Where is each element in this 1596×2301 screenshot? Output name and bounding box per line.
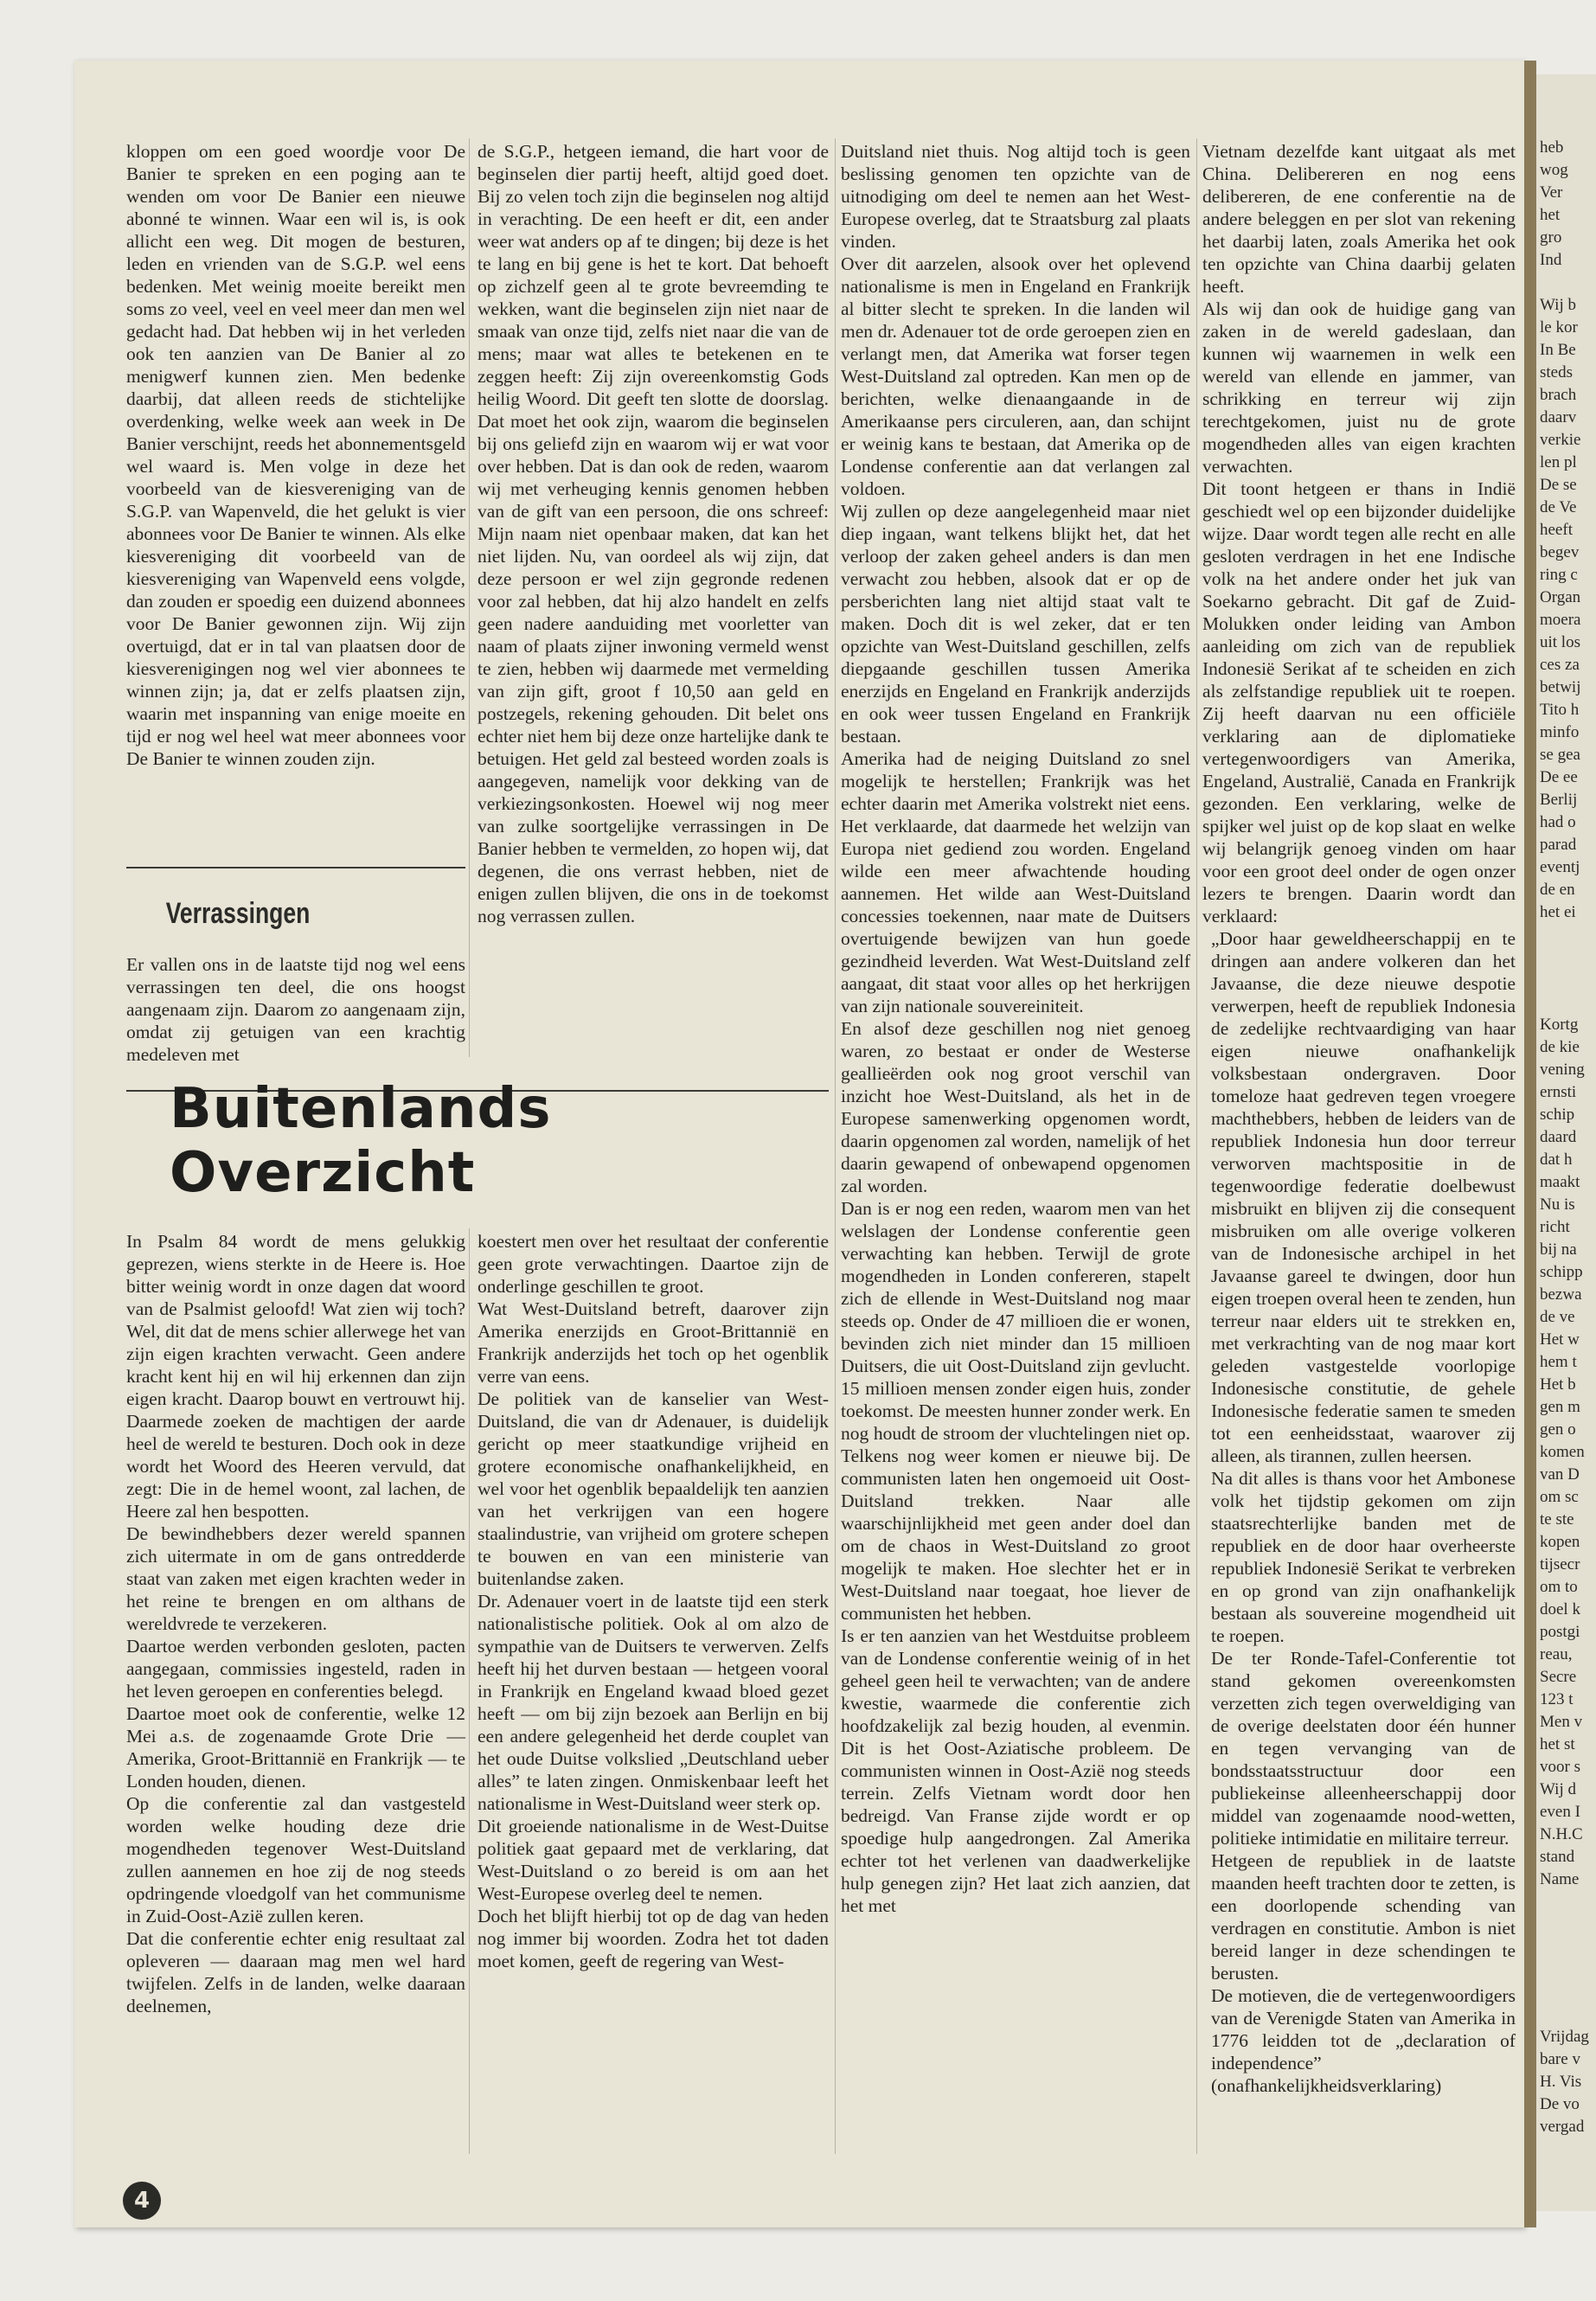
paragraph: Over dit aarzelen, alsook over het oplevend nationalisme is men in Engeland en Frankrijk al bitter slecht te spreken. In die landen wil men dr. Adenauer tot de orde geroepen zien en verlangt men, dat Amerika wat forser tegen West-Duitsland zal optreden. Kan men op de berichten, welke dienaangaande in de Amerikaanse pers circuleren, aan, dan schijnt er weinig kans te bestaan, dat Amerika op de Londense conferentie aan dat verlangen zal voldoen. <box>841 253 1190 499</box>
column-divider <box>1196 138 1197 2154</box>
quote-paragraph: Na dit alles is thans voor het Ambonese volk het tijdstip gekomen om zijn staatsrechterlijke banden met de republiek en de door haar overheerste republiek Indonesië Serikat te verbreken en op grond van zijn onafhankelijk bestaan als souvereine mogendheid uit te roepen. <box>1211 1468 1516 1646</box>
paragraph: Doch het blijft hierbij tot op de dag van heden nog immer bij woorden. Zodra het tot daden moet komen, geeft de regering van West- <box>478 1906 829 1971</box>
paragraph: Dit toont hetgeen er thans in Indië geschiedt wel op een bijzonder duidelijke wijze. Daar wordt tegen alle recht en alle gesloten verdragen in het ene Indische volk na het andere onder het juk van Soekarno gebracht. Dit gaf de Zuid-Molukken onder leiding van Ambon aanleiding om zich van de republiek Indonesië Serikat af te scheiden en zich als zelfstandige republiek uit te roepen. Zij heeft daarvan nu een officiële verklaring aan de diplomatieke vertegenwoordigers van Amerika, Engeland, Australië, Canada en Frankrijk gezonden. Een verklaring, welke de spijker wel juist op de kop slaat en welke wij belangrijk genoeg vinden om haar voor een groot deel onder de ogen onzer lezers te brengen. Daarin wordt dan verklaard: <box>1202 478 1516 926</box>
adjacent-page-text: heb wog Ver het gro Ind Wij b le kor In Be steds brach daarv verkie len pl De se de Ve heeft begev ring c Organ moera uit los ces za betwij Tito h minfo se gea De ee Berlij had o parad eventj de en het ei Kortg de kie vening ernsti schip daard dat h maakt Nu is richt bij na schipp bezwa de ve Het w hem t Het b gen m gen o komen van D om sc te ste kopen tijsecr om to doel k postgi reau, Secre 123 t Men v het st voor s Wij d even I N.H.C stand Name Vrijdag bare v H. Vis De vo vergad <box>1540 138 1589 2136</box>
page-number-badge: 4 <box>123 2182 161 2220</box>
verrassingen-article <box>126 953 465 1065</box>
paragraph: De bewindhebbers dezer wereld spannen zich uitermate in om de gans ontredderde staat van zaken met eigen krachten weder in het reine te brengen en om althans de wereldvrede te verzekeren. <box>126 1523 465 1634</box>
paragraph: Als wij dan ook de huidige gang van zaken in de wereld gadeslaan, dan kunnen wij waarnemen in welk een wereld van ellende en jammer, van schrikking en terreur wij zijn terechtgekomen, juist nu de grote mogendheden alles van eigen krachten verwachten. <box>1202 298 1516 477</box>
paragraph: Wij zullen op deze aangelegenheid maar niet diep ingaan, want telkens blijkt het, dat het verloop der zaken geheel anders is dan men verwacht zou hebben, alsook dat er op de persberichten lang niet altijd staat valt te maken. Doch dit is wel zeker, dat er ten opzichte van West-Duitsland geschillen, zelfs diepgaande geschillen tussen Amerika enerzijds en Engeland en Frankrijk anderzijds en ook weer tussen Engeland en Frankrijk bestaan. <box>841 501 1190 747</box>
paragraph: Dat die conferentie echter enig resultaat zal opleveren — daaraan mag men wel hard twijfelen. Zelfs in de landen, welke daaraan deelnemen, <box>126 1928 465 2016</box>
paragraph: Daartoe moet ook de conferentie, welke 12 Mei a.s. de zogenaamde Grote Drie — Amerika, Groot-Brittannië en Frankrijk — te Londen houden, dienen. <box>126 1703 465 1791</box>
column-divider <box>469 138 470 1057</box>
paragraph: Wat West-Duitsland betreft, daarover zijn Amerika enerzijds en Groot-Brittannië en Frankrijk anderzijds het toch op het ogenblik verre van eens. <box>478 1298 829 1387</box>
article-title: Buitenlands Overzicht <box>170 1077 552 1205</box>
quote-paragraph: Hetgeen de republiek in de laatste maanden heeft trachten door te zetten, is een doorlopende schending van verdragen en constitutie. Ambon is niet bereid langer in deze schendingen te berusten. <box>1211 1850 1516 1984</box>
overzicht-column-2 <box>478 1230 829 2156</box>
paragraph: Duitsland niet thuis. Nog altijd toch is geen beslissing genomen ten opzichte van de uitnodiging om deel te nemen aan het West-Europese overleg, dat te Straatsburg zal plaats vinden. <box>841 141 1190 252</box>
paragraph: Is er ten aanzien van het Westduitse probleem van de Londense conferentie weinig of in het geheel geen heil te verwachten; van de andere kwestie, waarmede die conferentie zich hoofdzakelijk zal bezig houden, al evenmin. Dit is het Oost-Aziatische probleem. De communisten winnen in Oost-Azië nog steeds terrein. Zelfs Vietnam wordt door hen bedreigd. Van Franse zijde wordt er op spoedige hulp aangedrongen. Zal Amerika echter tot het verlenen van daadwerkelijke hulp genegen zijn? Het laat zich aanzien, dat het met <box>841 1625 1190 1916</box>
quote-paragraph: De ter Ronde-Tafel-Conferentie tot stand gekomen overeenkomsten verzetten zich tegen overweldiging van de overige deelstaten door één hunner en tegen vervanging van de bondsstaatsstructuur door een publiekeinse alleenheerschappij door middel van zogenaamde nood-wetten, politieke intimidatie en militaire terreur. <box>1211 1648 1516 1849</box>
paragraph: De politiek van de kanselier van West-Duitsland, die van dr Adenauer, is duidelijk gericht op meer staatkundige vrijheid en grotere economische onafhankelijkheid, en wel voor het ogenblik bepaaldelijk ten aanzien van het verkrijgen van een hogere staalindustrie, van vrijheid om grotere schepen te bouwen en van een ministerie van buitenlandse zaken. <box>478 1388 829 1589</box>
page-binding <box>1524 61 1536 2227</box>
column-divider <box>469 1228 470 2154</box>
paragraph: Dr. Adenauer voert in de laatste tijd een sterk nationalistische politiek. Ook al om alzo de sympathie van de Duitsers te verwerven. Zelfs heeft hij het durven bestaan — hetgeen vooral in Frankrijk en Engeland kwaad bloed gezet heeft — om bij zijn bezoek aan Berlijn en bij een andere gelegenheid het derde couplet van het oude Duitse volkslied „Deutschland ueber alles” te laten zingen. Onmiskenbaar leeft het nationalisme in West-Duitsland weer sterk op. <box>478 1591 829 1814</box>
section-heading: Verrassingen <box>165 897 311 930</box>
verrassingen-article-continued <box>478 140 829 1057</box>
section-rule <box>126 867 465 868</box>
paragraph: Vietnam dezelfde kant uitgaat als met China. Delibereren en nog eens delibereren, de ene conferentie na de andere beleggen en per slot van rekening het daarbij laten, zoals Amerika het ook ten opzichte van China daarbij gelaten heeft. <box>1202 141 1516 297</box>
paragraph: koestert men over het resultaat der conferentie geen grote verwachtingen. Daartoe zijn de onderlinge geschillen te groot. <box>478 1231 829 1297</box>
paragraph: Amerika had de neiging Duitsland zo snel mogelijk te herstellen; Frankrijk was het echter daarin met Amerika volstrekt niet eens. Het verklaarde, dat daarmede het welzijn van Europa niet gediend zou worden. Engeland wilde een meer afwachtende houding aannemen. Het wilde aan West-Duitsland concessies toekennen, naar mate de Duitsers overtuigende bewijzen van hun goede gezindheid leverden. Wat West-Duitsland zelf aangaat, dit staat voor alles op het herkrijgen van zijn nationale souvereiniteit. <box>841 748 1190 1016</box>
paragraph: de S.G.P., hetgeen iemand, die hart voor de beginselen dier partij heeft, altijd goed doet. Bij zo velen toch zijn die beginselen nog altijd in verachting. De een heeft er dit, een ander weer wat anders op af te dingen; bij deze is het te lang en bij gene is het te kort. Dat behoeft op zichzelf geen al te grote bevreemding te wekken, want die beginselen zijn niet naar de smaak van onze tijd, zelfs niet naar die van de mens; maar wat alles te betekenen en te zeggen heeft: Zij zijn overeenkomstig Gods heilig Woord. Dit geeft ten slotte de doorslag. Dat moet het ook zijn, waarom die beginselen bij ons geliefd zijn en waarom wij er wat voor over hebben. Dat is dan ook de reden, waarom wij met verheuging kennis genomen hebben van de gift van een persoon, die ons schreef: Mijn naam niet openbaar maken, dat kan het niet lijden. Nu, van oordeel als wij zijn, dat deze persoon er wel zijn gegronde redenen voor zal hebben, dat hij alzo handelt en zelfs geen nadere aanduiding met voorletter van naam of plaats zijner inwoning vermeld wenst te zien, hebben wij daarmede met vermelding van zijn gift, groot f 10,50 aan geld en postzegels, rekening gehouden. Dit belet ons echter niet hem bij deze onze hartelijke dank te betuigen. Het geld zal besteed worden zoals is aangegeven, namelijk voor dekking van de verkiezingsonkosten. Hoewel wij nog meer van zulke soortgelijke verrassingen in De Banier hebben te vermelden, zo hopen wij, dat degenen, die ons verrast hebben, niet de enigen zullen blijven, die ons in de toekomst nog verrassen zullen. <box>478 141 829 926</box>
paragraph: Dit groeiende nationalisme in de West-Duitse politiek gaat gepaard met de verklaring, dat West-Duitsland o zo bereid is om aan het West-Europese overleg deel te nemen. <box>478 1816 829 1904</box>
paragraph: Dan is er nog een reden, waarom men van het welslagen der Londense conferentie geen verwachting kan hebben. Terwijl de grote mogendheden in Londen confereren, stapelt zich de ellende in West-Duitsland nog maar steeds op. Onder de 47 millioen die er wonen, bevinden zich niet minder dan 15 millioen Duitsers, die uit Oost-Duitsland zijn gevlucht. 15 millioen mensen zonder eigen huis, zonder toekomst. De meesten hunner zonder werk. En nog houdt de stroom der vluchtelingen niet op. Telkens nog weer komen er nieuwe bij. De communisten laten hen ongemoeid uit Oost-Duitsland trekken. Naar alle waarschijnlijkheid met geen ander doel dan om de chaos in West-Duitsland zo groot mogelijk te maken. Hoe slechter het er in West-Duitsland naar toegaat, hoe liever de communisten het hebben. <box>841 1198 1190 1624</box>
paragraph: En alsof deze geschillen nog niet genoeg waren, zo bestaat er onder de Westerse geallieërden ook nog groot verschil van inzicht hoe West-Duitsland, als het in de Europese samenwerking opgenomen wordt, daarin opgenomen zal worden, namelijk of het daarin gewapend of onbewapend opgenomen zal worden. <box>841 1018 1190 1196</box>
quote-paragraph: De motieven, die de vertegenwoordigers van de Verenigde Staten van Amerika in 1776 leidden tot de „declaration of independence” (onafhankelijkheidsverklaring) <box>1211 1985 1516 2096</box>
adjacent-page-edge <box>1536 74 1596 2211</box>
column-divider <box>835 138 836 2154</box>
overzicht-column-4 <box>1202 140 1516 2156</box>
overzicht-column-1 <box>126 1230 465 2156</box>
quote-paragraph: „Door haar geweldheerschappij en te dringen aan andere volkeren dan het Javaanse, die deze nieuwe despotie verwerpen, heeft de republiek Indonesia de zedelijke rechtvaardiging van haar eigen nieuwe onafhankelijk volksbestaan ondergraven. Door tomeloze haat gedreven tegen vroegere machthebbers, hebben de leiders van de republiek Indonesia hun door terreur verworven machtspositie in de tegenwoordige federatie doelbewust misbruikt en blijven zij die consequent misbruiken om alle overige volkeren van de Indonesische archipel in het Javaanse gareel te dwingen, door hun eigen troepen overal heen te zenden, hun terreur naar elders uit te strekken en, met verkrachting van de nog maar kort geleden vastgestelde voorlopige Indonesische constitutie, de gehele Indonesische federatie samen te smeden tot een eenheidsstaat, waarover zij alleen, als tirannen, zullen heersen. <box>1211 928 1516 1466</box>
paragraph: Er vallen ons in de laatste tijd nog wel eens verrassingen ten deel, die ons hoogst aangenaam zijn. Daarom zo aangenaam zijn, omdat zij getuigen van een krachtig medeleven met <box>126 954 465 1065</box>
overzicht-column-3 <box>841 140 1190 2156</box>
article-continuation <box>126 140 465 858</box>
paragraph: Daartoe werden verbonden gesloten, pacten aangegaan, commissies ingesteld, raden in het leven geroepen en conferenties belegd. <box>126 1636 465 1702</box>
paragraph: kloppen om een goed woordje voor De Banier te spreken en een poging aan te wenden om voor De Banier een nieuwe abonné te winnen. Waar een wil is, is ook allicht een weg. Dit mogen de besturen, leden en vrienden van de S.G.P. wel eens bedenken. Met weinig moeite bereikt men soms zo veel, veel en veel meer dan men wel gedacht had. Dat hebben wij in het verleden ook ten aanzien van De Banier al zo menigwerf kunnen zien. Men bedenke daarbij, dat alleen reeds de stichtelijke overdenking, welke week aan week in De Banier verschijnt, reeds het abonnementsgeld wel waard is. Men volge in deze het voorbeeld van de kiesvereniging van de S.G.P. van Wapenveld, die het gelukt is vier abonnees voor De Banier te winnen. Als elke kiesvereniging dit voorbeeld van de kiesvereniging van Wapenveld eens volgde, dan zouden er spoedig een duizend abonnees voor De Banier gewonnen zijn. Wij zijn overtuigd, dat er in tal van plaatsen door de kiesverenigingen nog wel vier abonnees te winnen zijn; ja, dat er zelfs plaatsen zijn, waarin met inspanning van enige moeite en tijd er nog wel heel wat meer abonnees voor De Banier te winnen zouden zijn. <box>126 141 465 769</box>
paragraph: Op die conferentie zal dan vastgesteld worden welke houding deze drie mogendheden tegenover West-Duitsland zullen aannemen en hoe zij de nog steeds opdringende vloedgolf van het communisme in Zuid-Oost-Azië zullen keren. <box>126 1793 465 1926</box>
paragraph: In Psalm 84 wordt de mens gelukkig geprezen, wiens sterkte in de Heere is. Hoe bitter weinig wordt in onze dagen dat woord van de Psalmist geloofd! Wat zien wij toch? Wel, dit dat de mens schier allerwege het van zijn eigen krachten verwacht. Geen andere kracht kent hij en wil hij erkennen dan zijn eigen kracht. Daarop bouwt en vertrouwt hij. Daarmede zoeken de machtigen der aarde heel de wereld te besturen. Doch ook in deze wordt het Woord des Heeren vervuld, dat zegt: Die in de hemel woont, zal lachen, de Heere zal hen bespotten. <box>126 1231 465 1522</box>
